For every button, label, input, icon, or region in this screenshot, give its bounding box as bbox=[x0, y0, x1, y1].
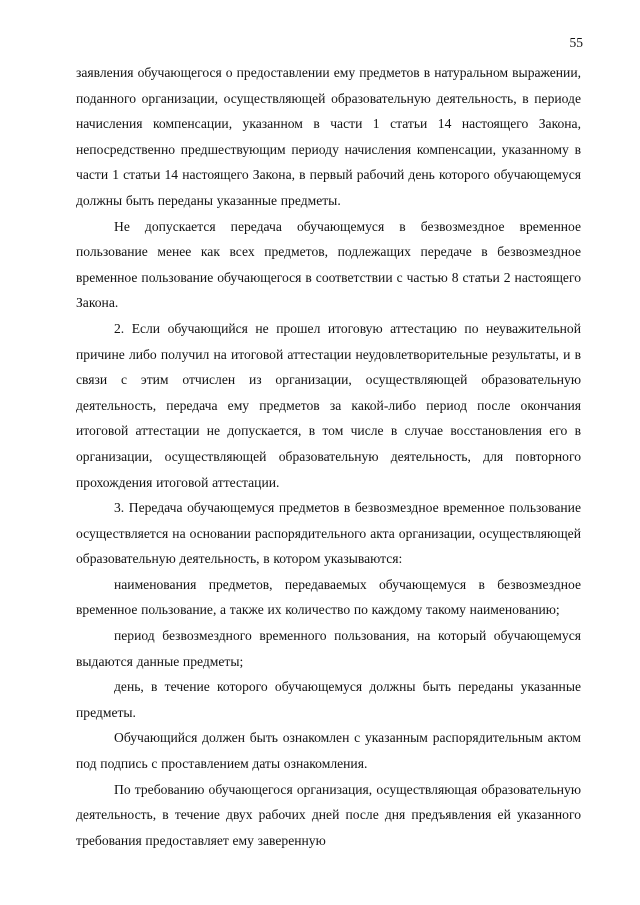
paragraph-continuation: заявления обучающегося о предоставлении ему предметов в натуральном выражении, поданного организации, осуществляющей образовательную деятельность, в периоде начисления компенсации, указанном в части 1 статьи 14 настоящего Закона, непосредственно предшествующим периоду начисления компенсации, указанному в части 1 статьи 14 настоящего Закона, в первый рабочий день которого обучающемуся должны быть переданы указанные предметы. bbox=[76, 65, 581, 208]
document-body bbox=[76, 60, 581, 853]
paragraph: день, в течение которого обучающемуся должны быть переданы указанные предметы. bbox=[76, 679, 581, 720]
paragraph: период безвозмездного временного пользования, на который обучающемуся выдаются данные предметы; bbox=[76, 628, 581, 669]
paragraph: Обучающийся должен быть ознакомлен с указанным распорядительным актом под подпись с проставлением даты ознакомления. bbox=[76, 730, 581, 772]
paragraph: наименования предметов, передаваемых обучающемуся в безвозмездное временное пользование, а также их количество по каждому такому наименованию; bbox=[76, 576, 581, 618]
paragraph-item-2: 2. Если обучающийся не прошел итоговую аттестацию по неуважительной причине либо получил на итоговой аттестации неудовлетворительные результаты, и в связи с этим отчислен из организации, осуществляющей образовательную деятельность, передача ему предметов за какой-либо период после окончания итоговой аттестации не допускается, в том числе в случае восстановления его в организации, осуществляющей образовательную деятельность, для повторного прохождения итоговой аттестации. bbox=[76, 320, 581, 490]
paragraph-item-3: 3. Передача обучающемуся предметов в безвозмездное временное пользование осуществляется на основании распорядительного акта организации, осуществляющей образовательную деятельность, в котором указываются: bbox=[76, 500, 581, 567]
paragraph: Не допускается передача обучающемуся в безвозмездное временное пользование менее как всех предметов, подлежащих передаче в безвозмездное временное пользование обучающегося в соответствии с частью 8 статьи 2 настоящего Закона. bbox=[76, 218, 581, 311]
paragraph-truncated: По требованию обучающегося организация, осуществляющая образовательную деятельность, в течение двух рабочих дней после дня предъявления ей указанного требования предоставляет ему заверенную bbox=[76, 781, 581, 848]
page-number: 55 bbox=[569, 35, 583, 50]
